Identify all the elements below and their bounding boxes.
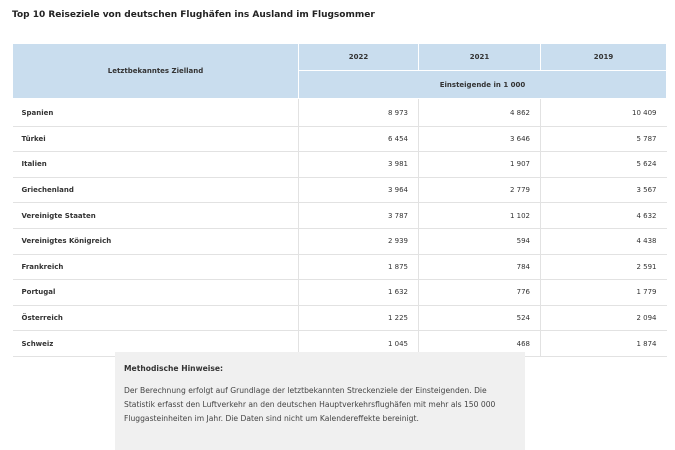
table-row <box>13 228 667 254</box>
country-cell: Frankreich <box>13 254 299 280</box>
value-2021-cell: 2 779 <box>419 177 541 203</box>
notes-heading: Methodische Hinweise: <box>124 364 224 373</box>
column-header-2019: 2019 <box>541 44 667 71</box>
country-cell: Italien <box>13 152 299 178</box>
value-2019-cell: 10 409 <box>541 99 667 127</box>
table-header <box>13 44 667 99</box>
value-2021-cell: 784 <box>419 254 541 280</box>
country-cell: Türkei <box>13 126 299 152</box>
table-row <box>13 254 667 280</box>
table-row <box>13 99 667 127</box>
table-row <box>13 152 667 178</box>
value-2019-cell: 4 632 <box>541 203 667 229</box>
country-cell: Österreich <box>13 305 299 331</box>
country-cell: Vereinigte Staaten <box>13 203 299 229</box>
value-2021-cell: 1 102 <box>419 203 541 229</box>
column-header-2022: 2022 <box>299 44 419 71</box>
value-2021-cell: 3 646 <box>419 126 541 152</box>
country-cell: Vereinigtes Königreich <box>13 228 299 254</box>
destinations-table <box>12 43 667 357</box>
value-2019-cell: 1 779 <box>541 280 667 306</box>
page-title: Top 10 Reiseziele von deutschen Flughäfen ins Ausland im Flugsommer <box>12 10 375 20</box>
value-2021-cell: 4 862 <box>419 99 541 127</box>
column-header-destination: Letztbekanntes Zielland <box>13 44 299 99</box>
value-2019-cell: 2 094 <box>541 305 667 331</box>
table-body <box>13 99 667 357</box>
value-2021-cell: 468 <box>419 331 541 357</box>
unit-header: Einsteigende in 1 000 <box>299 71 667 99</box>
table-row <box>13 305 667 331</box>
country-cell: Portugal <box>13 280 299 306</box>
value-2019-cell: 1 874 <box>541 331 667 357</box>
country-cell: Griechenland <box>13 177 299 203</box>
value-2022-cell: 2 939 <box>299 228 419 254</box>
value-2022-cell: 8 973 <box>299 99 419 127</box>
table-row <box>13 203 667 229</box>
value-2022-cell: 1 225 <box>299 305 419 331</box>
value-2021-cell: 524 <box>419 305 541 331</box>
value-2022-cell: 1 045 <box>299 331 419 357</box>
value-2019-cell: 4 438 <box>541 228 667 254</box>
value-2021-cell: 594 <box>419 228 541 254</box>
value-2021-cell: 1 907 <box>419 152 541 178</box>
value-2022-cell: 3 981 <box>299 152 419 178</box>
country-cell: Spanien <box>13 99 299 127</box>
table-row <box>13 280 667 306</box>
value-2022-cell: 3 787 <box>299 203 419 229</box>
value-2022-cell: 3 964 <box>299 177 419 203</box>
value-2022-cell: 1 875 <box>299 254 419 280</box>
value-2022-cell: 6 454 <box>299 126 419 152</box>
table-row <box>13 126 667 152</box>
value-2022-cell: 1 632 <box>299 280 419 306</box>
value-2019-cell: 3 567 <box>541 177 667 203</box>
column-header-2021: 2021 <box>419 44 541 71</box>
methodology-notes <box>115 352 525 450</box>
value-2019-cell: 5 624 <box>541 152 667 178</box>
value-2019-cell: 5 787 <box>541 126 667 152</box>
country-cell: Schweiz <box>13 331 299 357</box>
value-2019-cell: 2 591 <box>541 254 667 280</box>
table-row <box>13 177 667 203</box>
notes-body: Der Berechnung erfolgt auf Grundlage der letztbekannten Streckenziele der Einsteigenden. Die Statistik erfasst den Luftverkehr an den deutschen Hauptverkehrsflughäfen mit mehr als 150 000 Fluggasteinheiten im Jahr. Die Daten sind nicht um Kalendereffekte bereinigt. <box>124 386 496 423</box>
value-2021-cell: 776 <box>419 280 541 306</box>
